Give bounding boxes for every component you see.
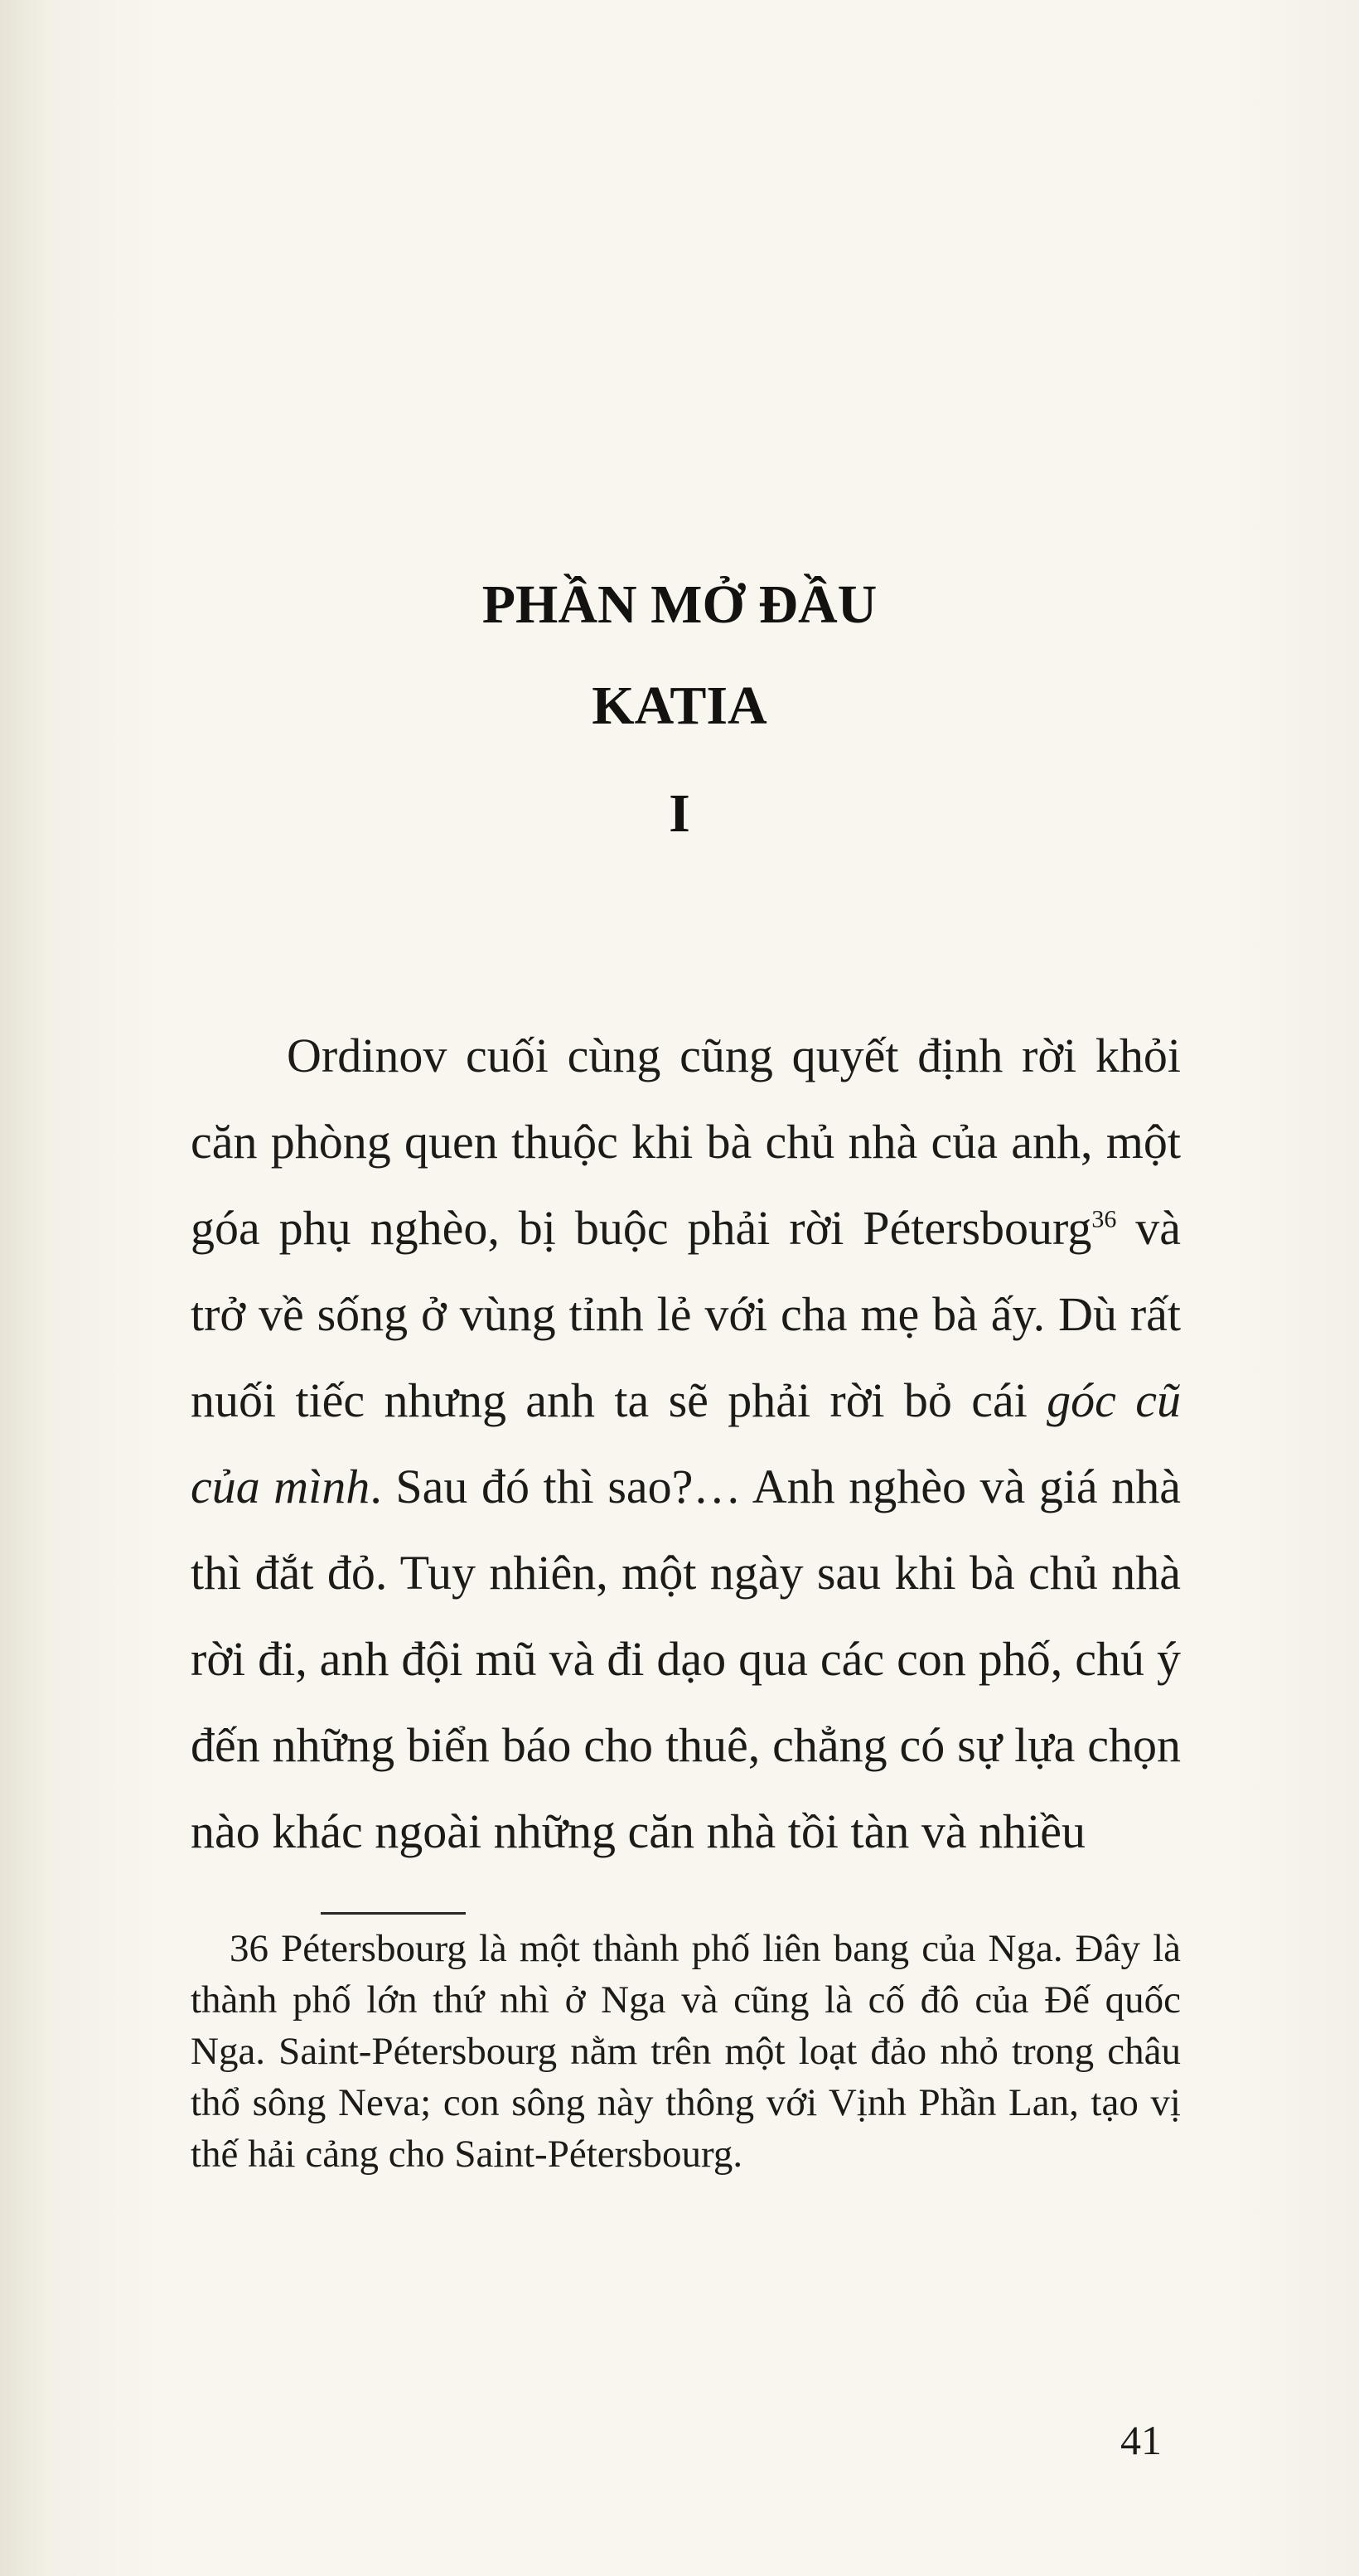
italic-phrase: góc cũ của mình xyxy=(191,1373,1181,1513)
footnote-divider xyxy=(321,1912,466,1915)
footnote xyxy=(191,1923,1181,2180)
chapter-title: KATIA xyxy=(592,675,767,736)
footnote-number: 36 xyxy=(230,1927,268,1970)
section-numeral: I xyxy=(669,783,690,844)
body-paragraph xyxy=(191,1013,1181,1875)
footnote-reference: 36 xyxy=(1091,1205,1117,1233)
body-intro: Ordinov cuối cùng cũng quyết định rời khỏi căn phòng quen thuộc khi bà chủ nhà của anh, một góa phụ nghèo, bị buộc phải rời Pétersbourg xyxy=(191,1029,1181,1255)
part-title: PHẦN MỞ ĐẦU xyxy=(481,574,878,635)
chapter-headings xyxy=(0,564,1359,855)
page-number: 41 xyxy=(1120,2417,1162,2463)
body-middle: và trở về sống ở vùng tỉnh lẻ với cha mẹ bà ấy. Dù rất nuối tiếc nhưng anh ta sẽ phải rời bỏ cái xyxy=(191,1201,1182,1427)
body-rest: . Sau đó thì sao?… Anh nghèo và giá nhà thì đắt đỏ. Tuy nhiên, một ngày sau khi bà chủ nhà rời đi, anh đội mũ và đi dạo qua các con phố, chú ý đến những biển báo cho thuê, chẳng có sự lựa chọn nào khác ngoài những căn nhà tồi tàn và nhiều xyxy=(191,1460,1181,1858)
footnote-text: Pétersbourg là một thành phố liên bang của Nga. Đây là thành phố lớn thứ nhì ở Nga và cũng là cố đô của Đế quốc Nga. Saint-Pétersbourg nằm trên một loạt đảo nhỏ trong châu thổ sông Neva; con sông này thông với Vịnh Phần Lan, tạo vị thế hải cảng cho Saint-Pétersbourg. xyxy=(191,1927,1181,2176)
